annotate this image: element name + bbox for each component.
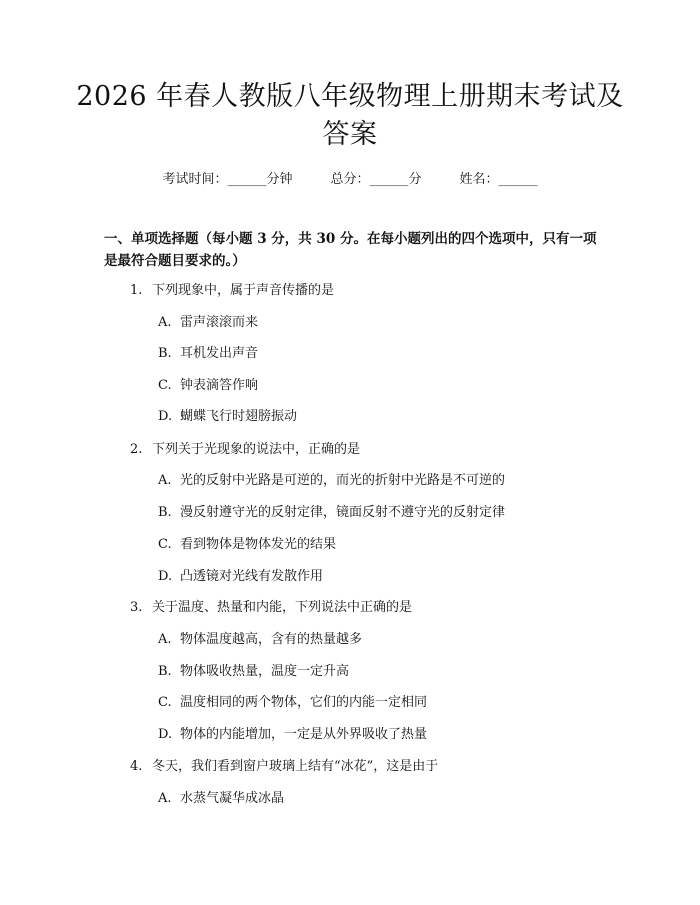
question-number: 2. xyxy=(130,442,143,457)
option-text: 物体吸收热量，温度一定升高 xyxy=(180,664,350,679)
question-stem xyxy=(130,282,334,300)
option xyxy=(158,408,297,426)
option-letter: B. xyxy=(158,346,172,361)
option-text: 雷声滚滚而来 xyxy=(180,315,259,330)
option xyxy=(158,472,505,490)
option-text: 凸透镜对光线有发散作用 xyxy=(180,569,324,584)
total-score-field: 总分：______分 xyxy=(330,172,422,187)
question-stem xyxy=(130,441,360,459)
option-text: 耳机发出声音 xyxy=(180,346,259,361)
option-letter: A. xyxy=(158,632,172,647)
question-text: 下列现象中，属于声音传播的是 xyxy=(152,283,335,298)
question-stem xyxy=(130,758,438,776)
option-letter: B. xyxy=(158,505,172,520)
exam-meta xyxy=(0,168,700,187)
option-letter: B. xyxy=(158,664,172,679)
option-letter: D. xyxy=(158,409,173,424)
option xyxy=(158,568,323,586)
option-letter: A. xyxy=(158,315,172,330)
option-letter: A. xyxy=(158,473,172,488)
option-text: 温度相同的两个物体，它们的内能一定相同 xyxy=(180,695,428,710)
option-text: 蝴蝶飞行时翅膀振动 xyxy=(180,409,298,424)
option-text: 物体温度越高，含有的热量越多 xyxy=(180,632,363,647)
option xyxy=(158,663,349,681)
question-text: 关于温度、热量和内能，下列说法中正确的是 xyxy=(152,600,413,615)
option xyxy=(158,314,258,332)
option-letter: A. xyxy=(158,791,172,806)
option-text: 水蒸气凝华成冰晶 xyxy=(180,791,285,806)
question-stem xyxy=(130,599,412,617)
question-number: 4. xyxy=(130,759,143,774)
option xyxy=(158,694,427,712)
exam-time-field: 考试时间：______分钟 xyxy=(162,172,293,187)
option-text: 光的反射中光路是可逆的，而光的折射中光路是不可逆的 xyxy=(180,473,506,488)
option xyxy=(158,345,258,363)
option-text: 看到物体是物体发光的结果 xyxy=(180,537,337,552)
option xyxy=(158,504,505,522)
option-letter: C. xyxy=(158,378,172,393)
exam-title: 2026 年春人教版八年级物理上册期末考试及答案 xyxy=(76,81,624,150)
option xyxy=(158,377,258,395)
question-text: 冬天，我们看到窗户玻璃上结有“冰花”，这是由于 xyxy=(152,759,439,774)
student-name-field: 姓名：______ xyxy=(459,172,538,187)
option xyxy=(158,536,336,554)
option-text: 钟表滴答作响 xyxy=(180,378,259,393)
option-letter: D. xyxy=(158,727,173,742)
option-letter: C. xyxy=(158,695,172,710)
question-number: 1. xyxy=(130,283,143,298)
option-text: 物体的内能增加，一定是从外界吸收了热量 xyxy=(180,727,428,742)
option xyxy=(158,631,362,649)
option-text: 漫反射遵守光的反射定律，镜面反射不遵守光的反射定律 xyxy=(180,505,506,520)
option xyxy=(158,790,284,808)
option xyxy=(158,726,427,744)
section-heading: 一、单项选择题（每小题 3 分，共 30 分。在每小题列出的四个选项中，只有一项是最符合题目要求的。） xyxy=(104,231,597,269)
option-letter: C. xyxy=(158,537,172,552)
question-text: 下列关于光现象的说法中，正确的是 xyxy=(152,442,361,457)
question-number: 3. xyxy=(130,600,143,615)
option-letter: D. xyxy=(158,569,173,584)
